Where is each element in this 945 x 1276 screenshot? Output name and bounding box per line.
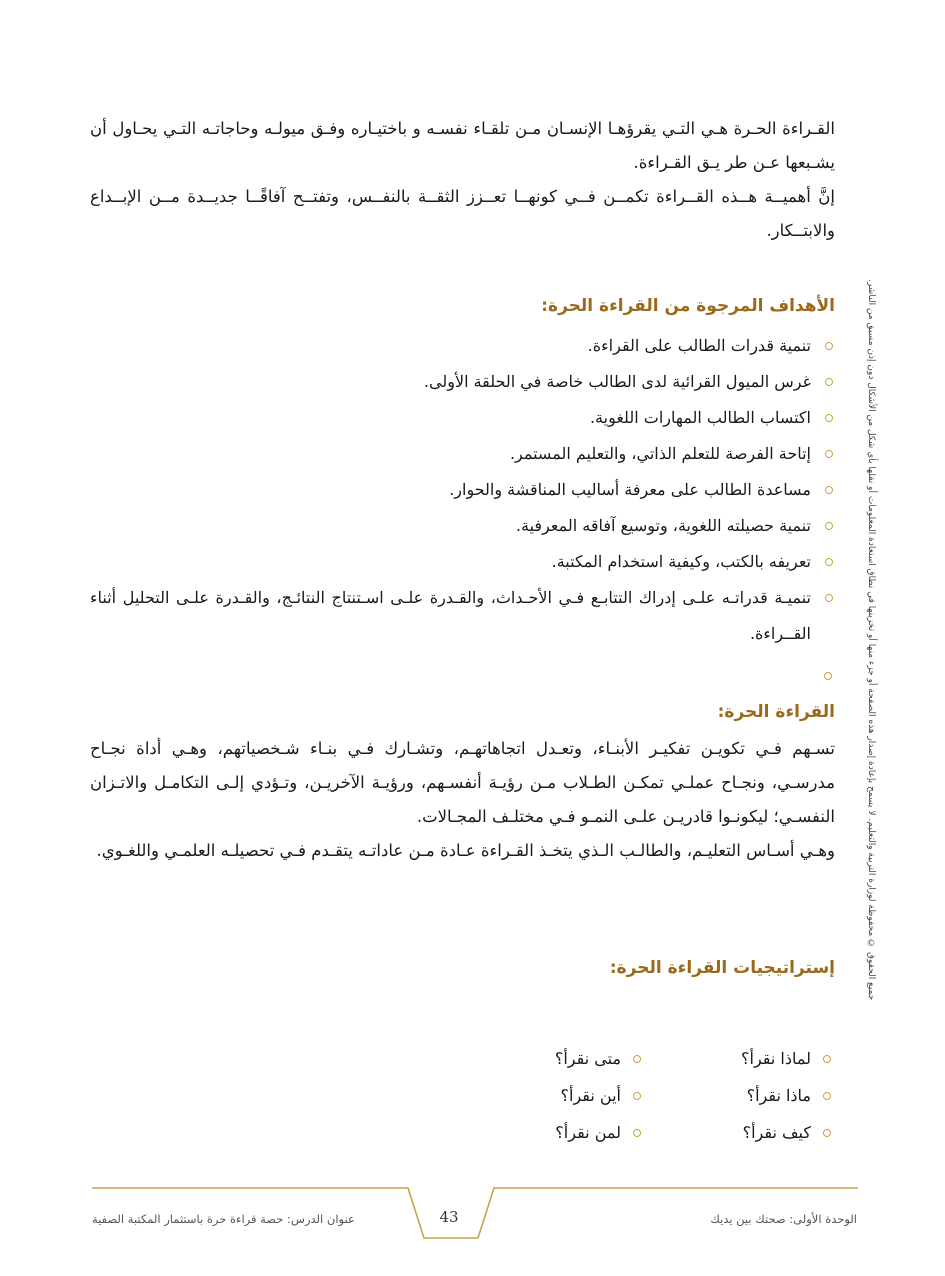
list-item: تنميـة قدراتـه علـى إدراك التتابـع فـي الأحـداث، والقـدرة علـى اسـتنتاج النتائـج، والقـدرة علـى التحليل أثناء القــراءة. (90, 580, 837, 652)
footer-lesson-title: عنوان الدرس: حصة قراءة حرة باستثمار المكتبة الصفية (92, 1212, 355, 1226)
free-reading-paragraph-2: وهـي أسـاس التعليـم، والطالـب الـذي يتخـذ القـراءة عـادة مـن عاداتـه يتقـدم فـي تحصيلـه العلمـي واللغـوي. (96, 841, 835, 860)
bullet-icon (823, 1055, 831, 1063)
goals-list (90, 328, 837, 652)
list-item: تنمية حصيلته اللغوية، وتوسيع آفاقه المعرفية. (90, 508, 837, 544)
list-item: غرس الميول القرائية لدى الطالب خاصة في الحلقة الأولى. (90, 364, 837, 400)
empty-bullet-icon (824, 672, 832, 680)
bullet-icon (825, 594, 833, 602)
questions-column-1 (675, 1040, 835, 1151)
page-number: 43 (439, 1208, 459, 1226)
intro-paragraph-1: القـراءة الحـرة هـي التـي يقرؤهـا الإنسـان مـن تلقـاء نفسـه و باختيـاره وفـق ميولـه وحاجاتـه التـي يحـاول أن يشـبعها عـن طر يـق القـراءة. (90, 119, 835, 172)
bullet-icon (825, 558, 833, 566)
bullet-icon (825, 378, 833, 386)
bullet-icon (633, 1092, 641, 1100)
free-reading-heading: القراءة الحرة: (717, 702, 835, 722)
list-item: لمن نقرأ؟ (485, 1114, 645, 1151)
bullet-icon (633, 1129, 641, 1137)
list-item: تعريفه بالكتب، وكيفية استخدام المكتبة. (90, 544, 837, 580)
page-footer (0, 1180, 945, 1250)
bullet-icon (825, 342, 833, 350)
strategies-questions (495, 1040, 835, 1150)
bullet-icon (825, 486, 833, 494)
list-item: لماذا نقرأ؟ (675, 1040, 835, 1077)
copyright-text: جميع الحقوق © محفوظة لوزارة التربية والتعليم. لا يسمح بإعادة إصدار هذه الصفحة أو جزء منها أو تخزينها في نطاق استعادة المعلومات أو نقلها بأي شكل من الأشكال دون إذن مسبق من الناشر. (866, 279, 876, 1001)
list-item: مساعدة الطالب على معرفة أساليب المناقشة والحوار. (90, 472, 837, 508)
free-reading-section (90, 732, 835, 868)
bullet-icon (825, 450, 833, 458)
footer-unit-title: الوحدة الأولى: صحتك بين يديك (710, 1212, 857, 1226)
bullet-icon (825, 522, 833, 530)
strategies-heading: إستراتيجيات القراءة الحرة: (609, 958, 835, 978)
intro-section (90, 112, 835, 248)
bullet-icon (633, 1055, 641, 1063)
goals-heading: الأهداف المرجوة من القراءة الحرة: (541, 296, 835, 316)
list-item: ماذا نقرأ؟ (675, 1077, 835, 1114)
list-item: أين نقرأ؟ (485, 1077, 645, 1114)
bullet-icon (823, 1129, 831, 1137)
copyright-sidebar (856, 279, 886, 1001)
list-item: متى نقرأ؟ (485, 1040, 645, 1077)
list-item: اكتساب الطالب المهارات اللغوية. (90, 400, 837, 436)
questions-column-2 (485, 1040, 645, 1151)
free-reading-paragraph-1: تسـهم فـي تكويـن تفكيـر الأبنـاء، وتعـدل اتجاهاتهـم، وتشـارك فـي بنـاء شـخصياتهم، وهـي أداة نجـاح مدرسـي، ونجـاح عملـي تمكـن الطـلاب مـن رؤيـة أنفسـهم، ورؤيـة الآخريـن، وتـؤدي إلـى التكامـل والاتـزان النفسـي؛ ليكونـوا قادريـن علـى النمـو فـي مختلـف المجـالات. (90, 739, 835, 826)
list-item: إتاحة الفرصة للتعلم الذاتي، والتعليم المستمر. (90, 436, 837, 472)
list-item: تنمية قدرات الطالب على القراءة. (90, 328, 837, 364)
bullet-icon (825, 414, 833, 422)
bullet-icon (823, 1092, 831, 1100)
intro-paragraph-2: إنَّ أهميــة هــذه القــراءة تكمــن فــي كونهــا تعــزز الثقــة بالنفــس، وتفتــح آفاقًــا جديــدة مــن الإبــداع والابتــكار. (90, 187, 835, 240)
list-item: كيف نقرأ؟ (675, 1114, 835, 1151)
